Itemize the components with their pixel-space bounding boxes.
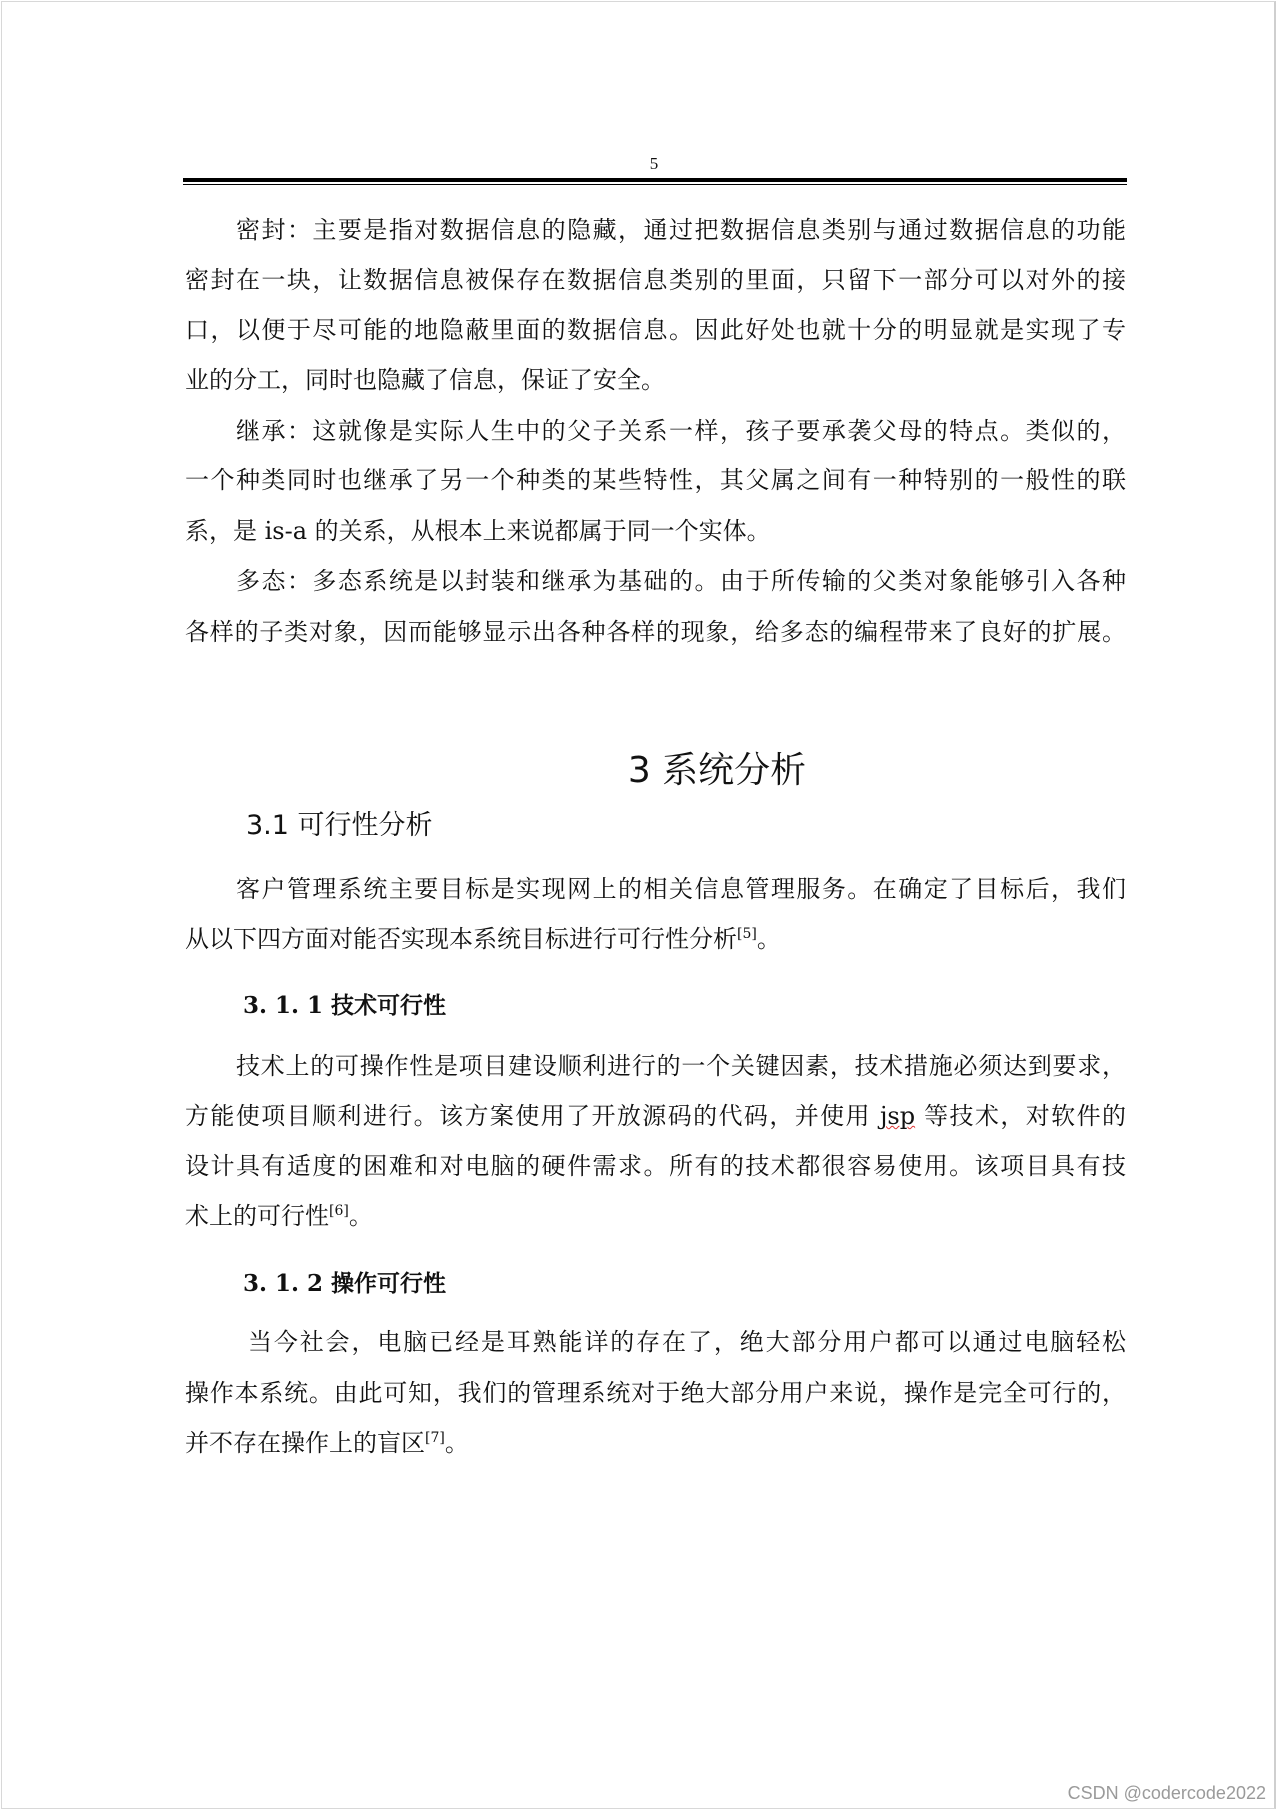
chapter-heading: 3 系统分析 [627, 750, 807, 791]
subsection-heading: 3. 1. 2 操作可行性 [243, 1270, 447, 1297]
paragraph-line: 系，是 is-a 的关系，从根本上来说都属于同一个实体。 [185, 517, 771, 545]
paragraph-line: 业的分工，同时也隐藏了信息，保证了安全。 [185, 366, 665, 394]
paragraph-line: 技术上的可操作性是项目建设顺利进行的一个关键因素，技术措施必须达到要求， [236, 1052, 1126, 1080]
header-rule-thick [183, 178, 1127, 182]
text: 等技术，对软件的 [915, 1102, 1126, 1130]
text: 从以下四方面对能否实现本系统目标进行可行性分析 [185, 925, 737, 953]
citation-ref: [7] [425, 1430, 445, 1446]
paragraph-line: 密封：主要是指对数据信息的隐藏，通过把数据信息类别与通过数据信息的功能 [236, 216, 1126, 244]
section-heading: 3.1 可行性分析 [246, 810, 433, 841]
text: 术上的可行性 [185, 1202, 329, 1230]
subsection-heading: 3. 1. 1 技术可行性 [243, 992, 447, 1019]
paragraph-line [185, 1428, 1126, 1458]
citation-ref: [5] [737, 926, 757, 942]
text: 。 [444, 1429, 469, 1457]
paragraph-line: 继承：这就像是实际人生中的父子关系一样，孩子要承袭父母的特点。类似的， [236, 417, 1126, 445]
citation-ref: [6] [329, 1203, 349, 1219]
paragraph-line [185, 1201, 1126, 1231]
paragraph-line [185, 1101, 1126, 1131]
paragraph-line: 操作本系统。由此可知，我们的管理系统对于绝大部分用户来说，操作是完全可行的， [185, 1379, 1126, 1407]
paragraph-line: 密封在一块，让数据信息被保存在数据信息类别的里面，只留下一部分可以对外的接 [185, 266, 1126, 294]
paragraph-line: 各样的子类对象，因而能够显示出各种各样的现象，给多态的编程带来了良好的扩展。 [185, 618, 1126, 646]
text: 并不存在操作上的盲区 [185, 1429, 425, 1457]
paragraph-line: 当今社会，电脑已经是耳熟能详的存在了，绝大部分用户都可以通过电脑轻松 [248, 1328, 1126, 1356]
paragraph-line: 设计具有适度的困难和对电脑的硬件需求。所有的技术都很容易使用。该项目具有技 [185, 1152, 1126, 1180]
paragraph-line: 多态：多态系统是以封装和继承为基础的。由于所传输的父类对象能够引入各种 [236, 567, 1126, 595]
page-number: 5 [649, 154, 659, 173]
spellcheck-word: jsp [879, 1102, 916, 1130]
paragraph-line [185, 924, 1126, 954]
paragraph-line: 一个种类同时也继承了另一个种类的某些特性，其父属之间有一种特别的一般性的联 [185, 466, 1126, 494]
paragraph-line: 口，以便于尽可能的地隐蔽里面的数据信息。因此好处也就十分的明显就是实现了专 [185, 316, 1126, 344]
paragraph-line: 客户管理系统主要目标是实现网上的相关信息管理服务。在确定了目标后，我们 [236, 875, 1126, 903]
text: 。 [348, 1202, 373, 1230]
watermark: CSDN @codercode2022 [1067, 1783, 1266, 1803]
text: 。 [756, 925, 781, 953]
header-rule-thin [183, 184, 1127, 185]
text: 方能使项目顺利进行。该方案使用了开放源码的代码，并使用 [185, 1102, 880, 1130]
